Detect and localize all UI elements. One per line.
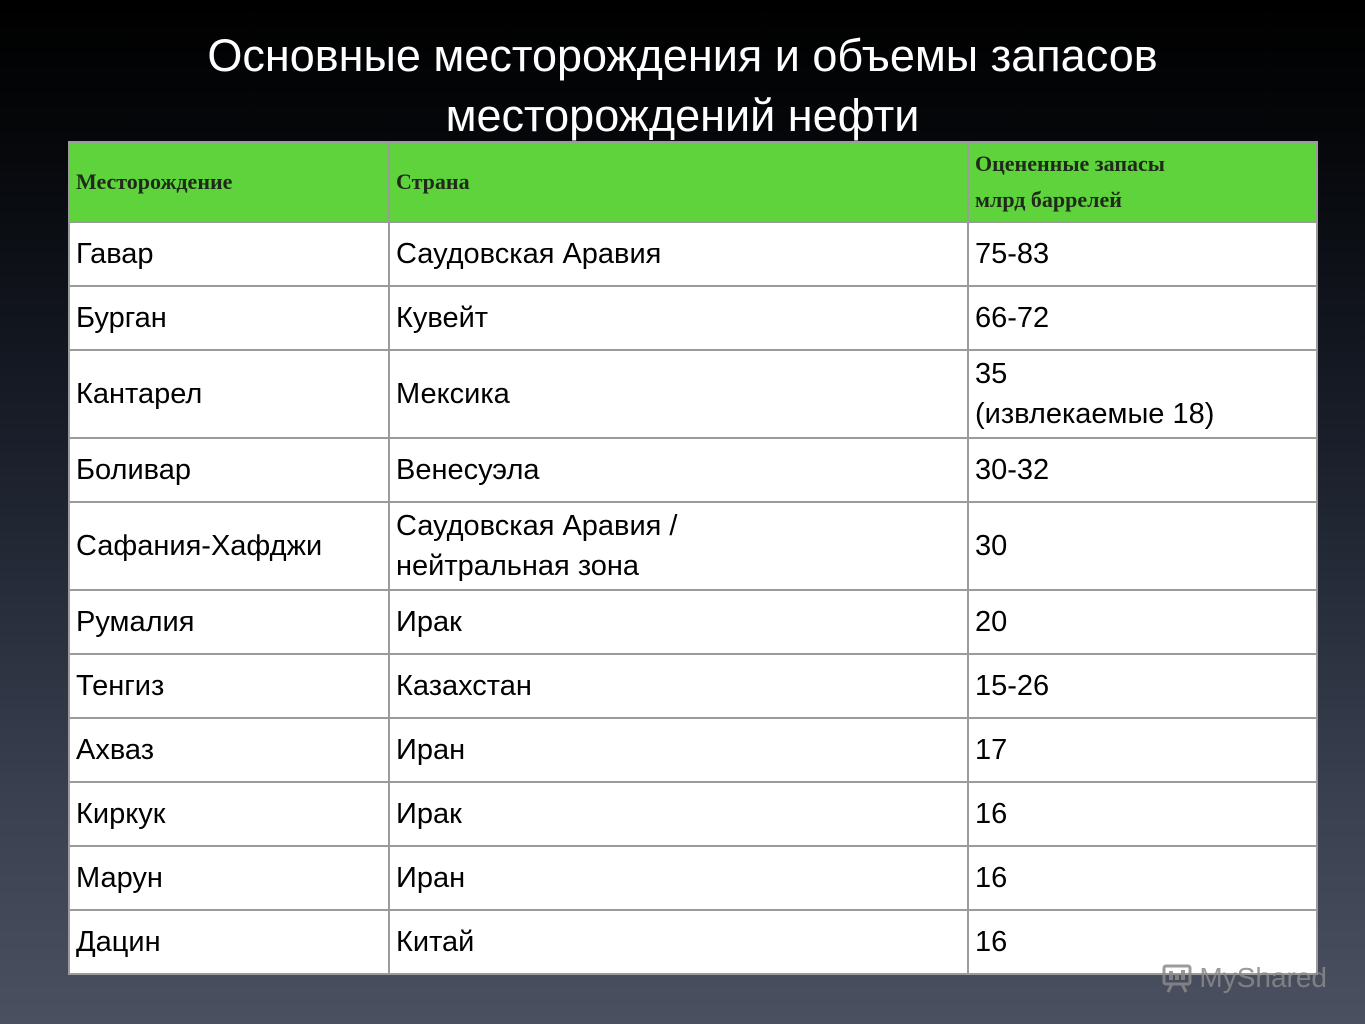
table-row <box>69 910 1317 974</box>
cell-reserves: 15-26 <box>968 654 1317 718</box>
table-row <box>69 654 1317 718</box>
slide-title <box>0 26 1365 146</box>
cell-reserves: 20 <box>968 590 1317 654</box>
cell-reserves: 66-72 <box>968 286 1317 350</box>
table-row <box>69 718 1317 782</box>
oil-fields-table <box>68 141 1318 975</box>
header-reserves <box>968 142 1317 222</box>
table-row <box>69 846 1317 910</box>
cell-country: Китай <box>389 910 968 974</box>
cell-country: Казахстан <box>389 654 968 718</box>
cell-field: Тенгиз <box>69 654 389 718</box>
cell-reserves: 16 <box>968 782 1317 846</box>
table-row <box>69 438 1317 502</box>
cell-reserves <box>968 350 1317 438</box>
header-field: Месторождение <box>69 142 389 222</box>
cell-field: Кантарел <box>69 350 389 438</box>
cell-field: Гавар <box>69 222 389 286</box>
cell-country: Мексика <box>389 350 968 438</box>
cell-field: Ахваз <box>69 718 389 782</box>
cell-country: Венесуэла <box>389 438 968 502</box>
cell-field: Бурган <box>69 286 389 350</box>
cell-reserves: 75-83 <box>968 222 1317 286</box>
cell-country: Саудовская Аравия <box>389 222 968 286</box>
watermark <box>1161 962 1327 994</box>
watermark-text: MyShared <box>1199 962 1327 993</box>
cell-country-line-1: Саудовская Аравия / <box>396 510 678 542</box>
header-country: Страна <box>389 142 968 222</box>
cell-country: Ирак <box>389 782 968 846</box>
cell-country: Иран <box>389 718 968 782</box>
slide-title-line-2: месторождений нефти <box>445 90 920 141</box>
cell-field: Киркук <box>69 782 389 846</box>
cell-field: Румалия <box>69 590 389 654</box>
table-row <box>69 222 1317 286</box>
table-row <box>69 782 1317 846</box>
table-header <box>69 142 1317 222</box>
cell-country <box>389 502 968 590</box>
cell-country: Ирак <box>389 590 968 654</box>
cell-reserves: 17 <box>968 718 1317 782</box>
cell-field: Боливар <box>69 438 389 502</box>
table-row <box>69 502 1317 590</box>
header-reserves-line-2: млрд баррелей <box>975 187 1122 212</box>
cell-field: Сафания-Хафджи <box>69 502 389 590</box>
presentation-board-icon <box>1161 962 1193 994</box>
cell-reserves-value: 35 <box>975 358 1008 390</box>
cell-country: Иран <box>389 846 968 910</box>
cell-field: Дацин <box>69 910 389 974</box>
cell-reserves-note: (извлекаемые 18) <box>975 398 1215 430</box>
cell-country-line-2: нейтральная зона <box>396 550 640 582</box>
table-header-row <box>69 142 1317 222</box>
cell-reserves: 16 <box>968 910 1317 974</box>
cell-reserves: 16 <box>968 846 1317 910</box>
table-row <box>69 350 1317 438</box>
slide-title-line-1: Основные месторождения и объемы запасов <box>207 30 1158 81</box>
cell-reserves: 30-32 <box>968 438 1317 502</box>
table-row <box>69 590 1317 654</box>
cell-country: Кувейт <box>389 286 968 350</box>
header-reserves-line-1: Оцененные запасы <box>975 151 1165 176</box>
cell-field: Марун <box>69 846 389 910</box>
table-row <box>69 286 1317 350</box>
table-body <box>69 222 1317 974</box>
cell-reserves: 30 <box>968 502 1317 590</box>
